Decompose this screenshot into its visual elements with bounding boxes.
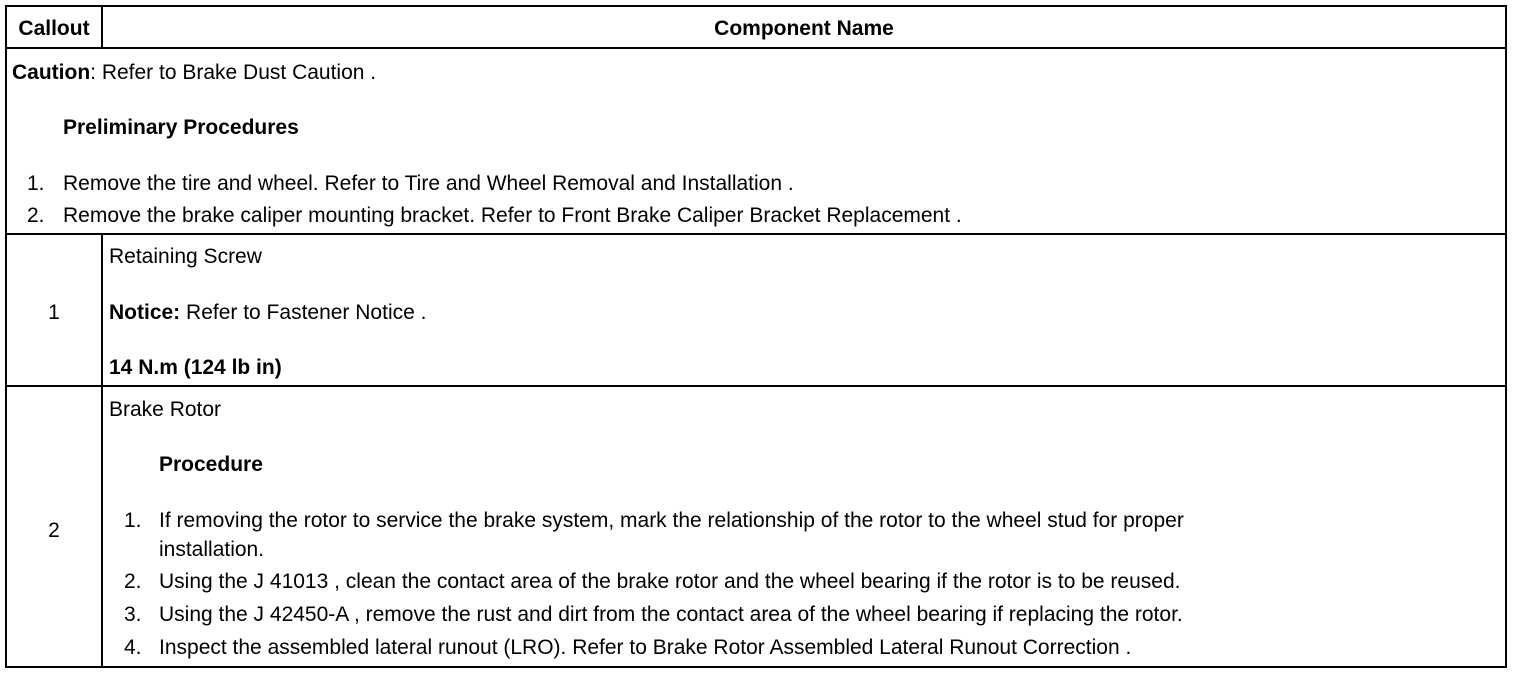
- torque-spec: 14 N.m (124 lb in): [109, 356, 282, 379]
- notice-line: [109, 302, 426, 323]
- row-1-name: Retaining Screw: [109, 245, 262, 268]
- header-callout: Callout: [18, 17, 90, 40]
- preliminary-heading: Preliminary Procedures: [63, 116, 299, 139]
- row-1-callout: 1: [48, 301, 60, 324]
- row-2-name: Brake Rotor: [109, 398, 222, 421]
- prelim-step-text: Remove the brake caliper mounting bracket. Refer to Front Brake Caliper Bracket Replacement .: [63, 204, 962, 227]
- row-2-callout: 2: [48, 519, 60, 542]
- column-divider-body: [101, 233, 103, 666]
- notice-label: Notice:: [109, 301, 181, 324]
- procedure-step-number: 2.: [124, 570, 142, 593]
- prelim-step-number: 2.: [27, 204, 45, 227]
- prelim-step-number: 1.: [27, 172, 45, 195]
- notice-text: Refer to Fastener Notice .: [180, 301, 427, 324]
- caution-line: [12, 62, 376, 83]
- procedure-step-text: If removing the rotor to service the brake system, mark the relationship of the rotor to the wheel stud for proper: [159, 509, 1184, 532]
- header-divider: [7, 47, 1505, 49]
- prelim-step-text: Remove the tire and wheel. Refer to Tire and Wheel Removal and Installation .: [63, 172, 794, 195]
- caution-label: Caution: [12, 61, 91, 84]
- procedure-step-number: 1.: [124, 509, 142, 532]
- procedure-step-text-continued: installation.: [159, 538, 265, 561]
- row-divider-prelim: [7, 233, 1505, 235]
- row-divider-1: [7, 385, 1505, 387]
- procedure-step-number: 3.: [124, 603, 142, 626]
- procedure-heading: Procedure: [159, 453, 263, 476]
- procedure-step-number: 4.: [124, 636, 142, 659]
- procedure-step-text: Using the J 42450-A , remove the rust and dirt from the contact area of the wheel bearing if replacing the rotor.: [159, 603, 1183, 626]
- header-component-name: Component Name: [714, 17, 894, 40]
- procedure-step-text: Inspect the assembled lateral runout (LRO). Refer to Brake Rotor Assembled Lateral Runout Correction .: [159, 636, 1132, 659]
- procedure-step-text: Using the J 41013 , clean the contact area of the brake rotor and the wheel bearing if the rotor is to be reused.: [159, 570, 1181, 593]
- component-table: [5, 5, 1507, 668]
- caution-text: : Refer to Brake Dust Caution .: [90, 61, 377, 84]
